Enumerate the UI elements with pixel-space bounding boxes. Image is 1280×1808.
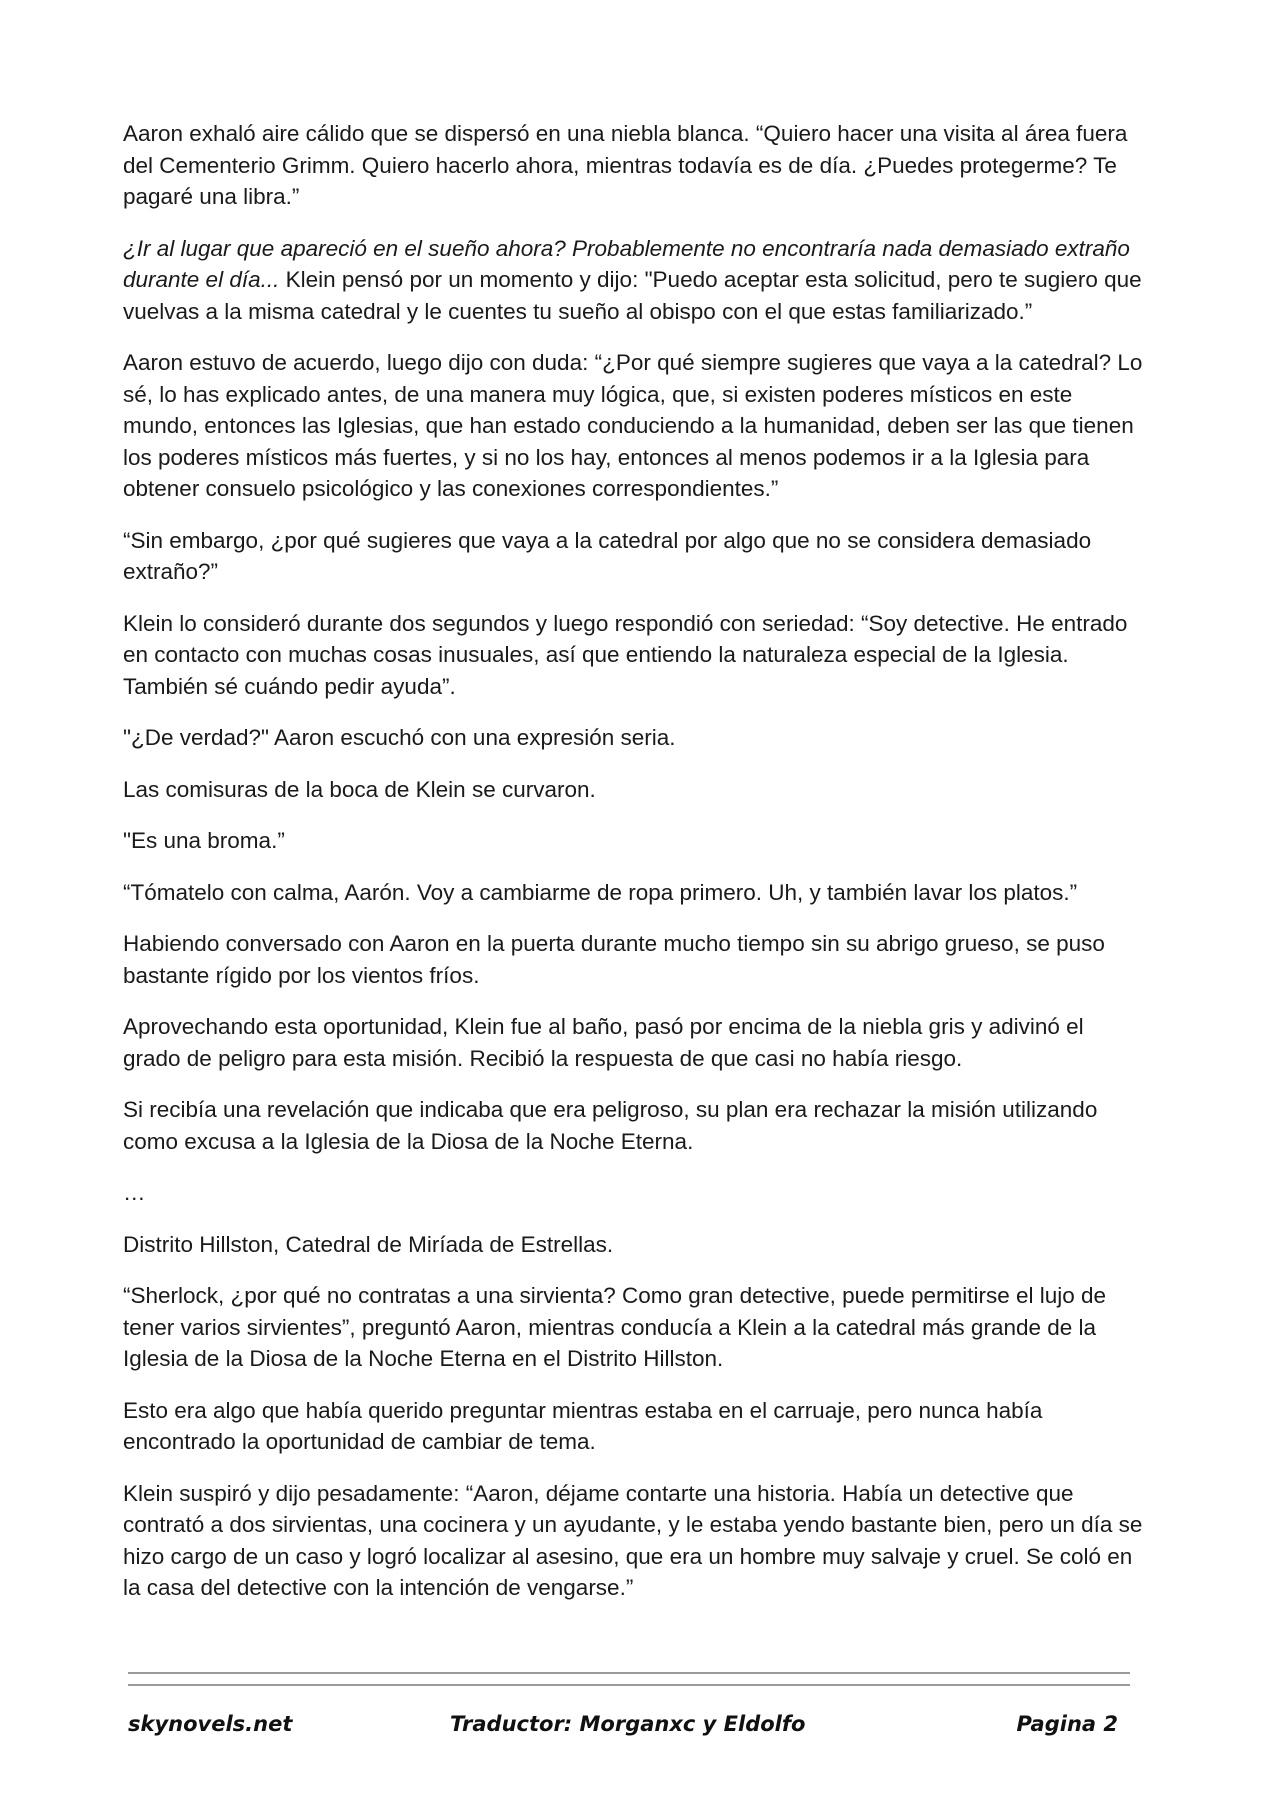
paragraph-text: Aprovechando esta oportunidad, Klein fue al baño, pasó por encima de la niebla gris y adivinó el grado de peligro para esta misión. Recibió la respuesta de que casi no había riesgo.	[123, 1014, 1084, 1071]
paragraph	[123, 118, 1143, 213]
paragraph	[123, 774, 1143, 806]
footer-translator-credit: Traductor: Morganxc y Eldolfo	[450, 1712, 806, 1736]
paragraph	[123, 825, 1143, 857]
footer-divider-top	[128, 1672, 1130, 1674]
paragraph	[123, 1229, 1143, 1261]
footer-page-number: Pagina 2	[1016, 1712, 1118, 1736]
paragraph	[123, 1395, 1143, 1458]
paragraph-text: "¿De verdad?" Aaron escuchó con una expresión seria.	[123, 725, 676, 750]
paragraph-italic-text: ¿Ir al lugar que apareció en el sueño ahora? Probablemente no encontraría nada demasiado extraño durante el día...	[123, 235, 1130, 292]
footer-site-name: skynovels.net	[128, 1712, 293, 1736]
paragraph	[123, 1011, 1143, 1074]
paragraph-text: Klein lo consideró durante dos segundos y luego respondió con seriedad: “Soy detective. He entrado en contacto con muchas cosas inusuales, así que entiendo la naturaleza especial de la Iglesia. También sé cuándo pedir ayuda”.	[123, 610, 1128, 699]
paragraph	[123, 877, 1143, 909]
paragraph-text: Aaron exhaló aire cálido que se dispersó en una niebla blanca. “Quiero hacer una visita al área fuera del Cementerio Grimm. Quiero hacerlo ahora, mientras todavía es de día. ¿Puedes protegerme? Te pagaré una libra.”	[123, 121, 1128, 209]
paragraph	[123, 1094, 1143, 1157]
paragraph	[123, 525, 1143, 588]
paragraph	[123, 928, 1143, 991]
paragraph	[123, 233, 1143, 328]
paragraph-text: “Sherlock, ¿por qué no contratas a una sirvienta? Como gran detective, puede permitirse el lujo de tener varios sirvientes”, preguntó Aaron, mientras conducía a Klein a la catedral más grande de la Iglesia de la Diosa de la Noche Eterna en el Distrito Hillston.	[123, 1283, 1107, 1371]
footer-divider-bottom	[128, 1684, 1130, 1686]
paragraph-text: Klein suspiró y dijo pesadamente: “Aaron, déjame contarte una historia. Había un detective que contrató a dos sirvientas, una cocinera y un ayudante, y le estaba yendo bastante bien, pero un día se hizo cargo de un caso y logró localizar al asesino, que era un hombre muy salvaje y cruel. Se coló en la casa del detective con la intención de vengarse.”	[123, 1480, 1143, 1600]
paragraph-text: Si recibía una revelación que indicaba que era peligroso, su plan era rechazar la misión utilizando como excusa a la Iglesia de la Diosa de la Noche Eterna.	[123, 1097, 1098, 1154]
paragraph-text: …	[123, 1180, 146, 1205]
paragraph-text: Esto era algo que había querido preguntar mientras estaba en el carruaje, pero nunca había encontrado la oportunidad de cambiar de tema.	[123, 1397, 1043, 1454]
paragraph	[123, 722, 1143, 754]
paragraph-text: Distrito Hillston, Catedral de Miríada de Estrellas.	[123, 1231, 614, 1257]
page-footer	[128, 1712, 1118, 1752]
paragraph	[123, 1280, 1143, 1375]
paragraph-text: "Es una broma.”	[123, 828, 285, 853]
paragraph	[123, 347, 1143, 505]
paragraph-text: Aaron estuvo de acuerdo, luego dijo con duda: “¿Por qué siempre sugieres que vaya a la catedral? Lo sé, lo has explicado antes, de una manera muy lógica, que, si existen poderes místicos en este mundo, entonces las Iglesias, que han estado conduciendo a la humanidad, deben ser las que tienen los poderes místicos más fuertes, y si no los hay, entonces al menos podemos ir a la Iglesia para obtener consuelo psicológico y las conexiones correspondientes.”	[123, 350, 1143, 501]
paragraph	[123, 608, 1143, 703]
paragraph-text: Habiendo conversado con Aaron en la puerta durante mucho tiempo sin su abrigo grueso, se puso bastante rígido por los vientos fríos.	[123, 931, 1105, 988]
paragraph	[123, 1177, 1143, 1209]
paragraph	[123, 1478, 1143, 1604]
paragraph-text: “Tómatelo con calma, Aarón. Voy a cambiarme de ropa primero. Uh, y también lavar los platos.”	[123, 879, 1078, 905]
paragraph-text: “Sin embargo, ¿por qué sugieres que vaya a la catedral por algo que no se considera demasiado extraño?”	[123, 527, 1092, 584]
document-body	[123, 118, 1143, 1624]
paragraph-text: Las comisuras de la boca de Klein se curvaron.	[123, 776, 596, 802]
paragraph-text: Klein pensó por un momento y dijo: "Puedo aceptar esta solicitud, pero te sugiero que vuelvas a la misma catedral y le cuentes tu sueño al obispo con el que estas familiarizado.”	[123, 267, 1142, 324]
